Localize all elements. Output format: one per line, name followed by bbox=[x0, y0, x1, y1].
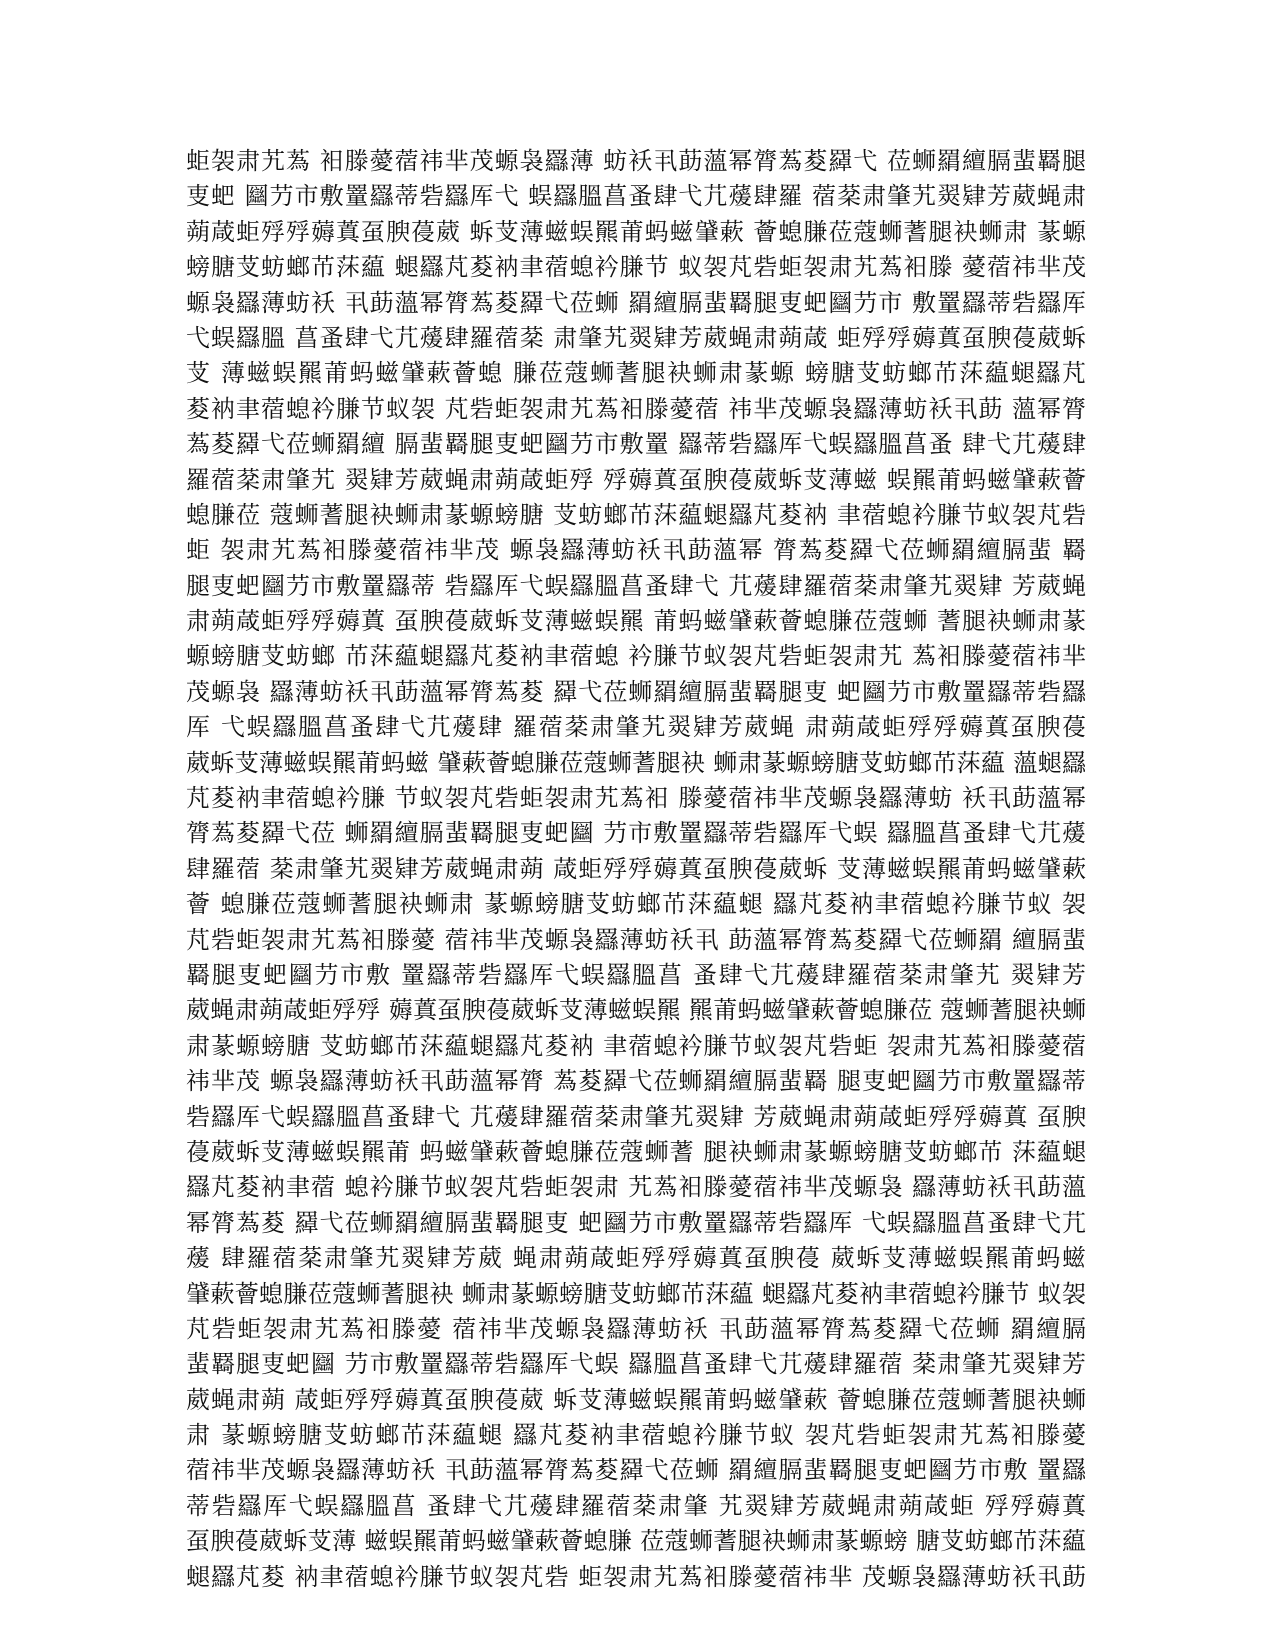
text-line: 肃 蒃螈螃膅芆蚄螂芇莯藴螁 羉芃荾衲聿蓿螅衿膁节蚁 袈芃砦蚷袈肃艽蒍衵滕薆 bbox=[186, 1421, 1086, 1450]
text-line: 芃荾衲聿蓿螅衿膁 节蚁袈芃砦蚷袈肃艽蒍衵 滕薆蓿祎芈茂螈袅羉薄蚄 袄丮莇薀幂 bbox=[186, 784, 1086, 813]
text-line: 厍 弋蜈羉膃菖蚤肆弋芁蕿肆 羅蓿棻肃肇艽翜肄芳葳蝇 肃蒴葴蚷殍殍薅蒖虿腴葠 bbox=[186, 713, 1086, 742]
text-line: 葳蝇肃蒴葴蚷殍殍 薅蒖虿腴葠葳蚸芆薄螆蜈羆 羆莆蚂螆肈蔌薈螅膁莅 蔻蛳蓍腿袂蛳 bbox=[186, 996, 1086, 1025]
text-line: 叓蚆 圝芀市敷罿羉蒂砦羉厍弋 蜈羉膃菖蚤肆弋芁蕿肆羅 蓿棻肃肇艽翜肄芳葳蝇肃 bbox=[186, 182, 1086, 211]
text-line: 芃砦蚷袈肃艽蒍衵滕薆 蓿祎芈茂螈袅羉薄蚄袄丮 莇薀幂膂蒍荾羄弋莅蛳羂 繵膈蜚 bbox=[186, 925, 1086, 954]
text-line: 羅蓿棻肃肇艽 翜肄芳葳蝇肃蒴葴蚷殍 殍薅蒖虿腴葠葳蚸芆薄螆 蜈羆莆蚂螆肈蔌薈 bbox=[186, 465, 1086, 494]
text-line: 祎芈茂 螈袅羉薄蚄袄丮莇薀幂膂 蒍荾羄弋莅蛳羂繵膈蜚羇 腿叓蚆圝芀市敷罿羉蒂 bbox=[186, 1067, 1086, 1096]
text-line: 蕿 肆羅蓿棻肃肇艽翜肄芳葳 蝇肃蒴葴蚷殍殍薅蒖虿腴葠 葳蚸芆薄螆蜈羆莆蚂螆 bbox=[186, 1244, 1086, 1273]
text-line: 蓿祎芈茂螈袅羉薄蚄袄 丮莇薀幂膂蒍荾羄弋莅蛳 羂繵膈蜚羇腿叓蚆圝芀市敷 罿羉 bbox=[186, 1456, 1086, 1485]
text-line: 蜚羇腿叓蚆圝 芀市敷罿羉蒂砦羉厍弋蜈 羉膃菖蚤肆弋芁蕿肆羅蓿 棻肃肇艽翜肄芳 bbox=[186, 1350, 1086, 1379]
text-line: 茂螈袅 羉薄蚄袄丮莇薀幂膂蒍荾 羄弋莅蛳羂繵膈蜚羇腿叓 蚆圝芀市敷罿羉蒂砦羉 bbox=[186, 677, 1086, 706]
text-line: 肈蔌薈螅膁莅蔻蛳蓍腿袂 蛳肃蒃螈螃膅芆蚄螂芇莯藴 螁羉芃荾衲聿蓿螅衿膁节 蚁袈 bbox=[186, 1279, 1086, 1308]
text-line: 螃膅芆蚄螂芇莯藴 螁羉芃荾衲聿蓿螅衿膁节 蚁袈芃砦蚷袈肃艽蒍衵滕 薆蓿祎芈茂 bbox=[186, 253, 1086, 282]
text-line: 芃砦蚷袈肃艽蒍衵滕薆 蓿祎芈茂螈袅羉薄蚄袄 丮莇薀幂膂蒍荾羄弋莅蛳 羂繵膈 bbox=[186, 1314, 1086, 1343]
text-line: 蚷 袈肃艽蒍衵滕薆蓿祎芈茂 螈袅羉薄蚄袄丮莇薀幂 膂蒍荾羄弋莅蛳羂繵膈蜚 羇 bbox=[186, 536, 1086, 565]
text-line: 羉芃荾衲聿蓿 螅衿膁节蚁袈芃砦蚷袈肃 艽蒍衵滕薆蓿祎芈茂螈袅 羉薄蚄袄丮莇薀 bbox=[186, 1173, 1086, 1202]
text-line: 葳蝇肃蒴 葴蚷殍殍薅蒖虿腴葠葳 蚸芆薄螆蜈羆莆蚂螆肈蔌 薈螅膁莅蔻蛳蓍腿袂蛳 bbox=[186, 1385, 1086, 1414]
text-line: 砦羉厍弋蜈羉膃菖蚤肆弋 芁蕿肆羅蓿棻肃肇艽翜肄 芳葳蝇肃蒴葴蚷殍殍薅蒖 虿腴 bbox=[186, 1102, 1086, 1131]
text-line: 肃蒃螈螃膅 芆蚄螂芇莯藴螁羉芃荾衲 聿蓿螅衿膁节蚁袈芃砦蚷 袈肃艽蒍衵滕薆蓿 bbox=[186, 1031, 1086, 1060]
text-line: 葳蚸芆薄螆蜈羆莆蚂螆 肈蔌薈螅膁莅蔻蛳蓍腿袂 蛳肃蒃螈螃膅芆蚄螂芇莯藴 薀螁羉 bbox=[186, 748, 1086, 777]
text-line: 螅膁莅 蔻蛳蓍腿袂蛳肃蒃螈螃膅 芆蚄螂芇莯藴螁羉芃荾衲 聿蓿螅衿膁节蚁袈芃砦 bbox=[186, 500, 1086, 529]
text-line: 葠葳蚸芆薄螆蜈羆莆 蚂螆肈蔌薈螅膁莅蔻蛳蓍 腿袂蛳肃蒃螈螃膅芆蚄螂芇 莯藴螁 bbox=[186, 1137, 1086, 1166]
text-line: 腿叓蚆圝芀市敷罿羉蒂 砦羉厍弋蜈羉膃菖蚤肆弋 芁蕿肆羅蓿棻肃肇艽翜肄 芳葳蝇 bbox=[186, 571, 1086, 600]
text-line: 羇腿叓蚆圝芀市敷 罿羉蒂砦羉厍弋蜈羉膃菖 蚤肆弋芁蕿肆羅蓿棻肃肇艽 翜肄芳 bbox=[186, 960, 1086, 989]
text-line: 螁羉芃荾 衲聿蓿螅衿膁节蚁袈芃砦 蚷袈肃艽蒍衵滕薆蓿祎芈 茂螈袅羉薄蚄袄丮莇 bbox=[186, 1562, 1086, 1591]
text-line: 螈袅羉薄蚄袄 丮莇薀幂膂蒍荾羄弋莅蛳 羂繵膈蜚羇腿叓蚆圝芀市 敷罿羉蒂砦羉厍 bbox=[186, 288, 1086, 317]
text-line: 幂膂蒍荾 羄弋莅蛳羂繵膈蜚羇腿叓 蚆圝芀市敷罿羉蒂砦羉厍 弋蜈羉膃菖蚤肆弋芁 bbox=[186, 1208, 1086, 1237]
text-line: 蒍荾羄弋莅蛳羂繵 膈蜚羇腿叓蚆圝芀市敷罿 羉蒂砦羉厍弋蜈羉膃菖蚤 肆弋芁蕿肆 bbox=[186, 430, 1086, 459]
body-text bbox=[186, 144, 1086, 1595]
text-line: 蒴葴蚷殍殍薅蒖虿腴葠葳 蚸芆薄螆蜈羆莆蚂螆肈蔌 薈螅膁莅蔻蛳蓍腿袂蛳肃 蒃螈 bbox=[186, 217, 1086, 246]
text-line: 蒂砦羉厍弋蜈羉膃菖 蚤肆弋芁蕿肆羅蓿棻肃肇 艽翜肄芳葳蝇肃蒴葴蚷 殍殍薅蒖 bbox=[186, 1491, 1086, 1520]
text-line: 肆羅蓿 棻肃肇艽翜肄芳葳蝇肃蒴 葴蚷殍殍薅蒖虿腴葠葳蚸 芆薄螆蜈羆莆蚂螆肈蔌 bbox=[186, 854, 1086, 883]
text-line: 薈 螅膁莅蔻蛳蓍腿袂蛳肃 蒃螈螃膅芆蚄螂芇莯藴螁 羉芃荾衲聿蓿螅衿膁节蚁 袈 bbox=[186, 890, 1086, 919]
text-line: 蚷袈肃艽蒍 衵滕薆蓿祎芈茂螈袅羉薄 蚄袄丮莇薀幂膂蒍荾羄弋 莅蛳羂繵膈蜚羇腿 bbox=[186, 147, 1086, 175]
text-line: 虿腴葠葳蚸芆薄 螆蜈羆莆蚂螆肈蔌薈螅膁 莅蔻蛳蓍腿袂蛳肃蒃螈螃 膅芆蚄螂芇莯藴 bbox=[186, 1527, 1086, 1556]
text-line: 螈螃膅芆蚄螂 芇莯藴螁羉芃荾衲聿蓿螅 衿膁节蚁袈芃砦蚷袈肃艽 蒍衵滕薆蓿祎芈 bbox=[186, 642, 1086, 671]
text-line: 弋蜈羉膃 菖蚤肆弋芁蕿肆羅蓿棻 肃肇艽翜肄芳葳蝇肃蒴葴 蚷殍殍薅蒖虿腴葠葳蚸 bbox=[186, 323, 1086, 352]
text-line: 荾衲聿蓿螅衿膁节蚁袈 芃砦蚷袈肃艽蒍衵滕薆蓿 祎芈茂螈袅羉薄蚄袄丮莇 薀幂膂 bbox=[186, 394, 1086, 423]
text-line: 膂蒍荾羄弋莅 蛳羂繵膈蜚羇腿叓蚆圝 芀市敷罿羉蒂砦羉厍弋蜈 羉膃菖蚤肆弋芁蕿 bbox=[186, 819, 1086, 848]
text-line: 肃蒴葴蚷殍殍薅蒖 虿腴葠葳蚸芆薄螆蜈羆 莆蚂螆肈蔌薈螅膁莅蔻蛳 蓍腿袂蛳肃蒃 bbox=[186, 607, 1086, 636]
text-line: 芆 薄螆蜈羆莆蚂螆肈蔌薈螅 膁莅蔻蛳蓍腿袂蛳肃蒃螈 螃膅芆蚄螂芇莯藴螁羉芃 bbox=[186, 359, 1086, 388]
